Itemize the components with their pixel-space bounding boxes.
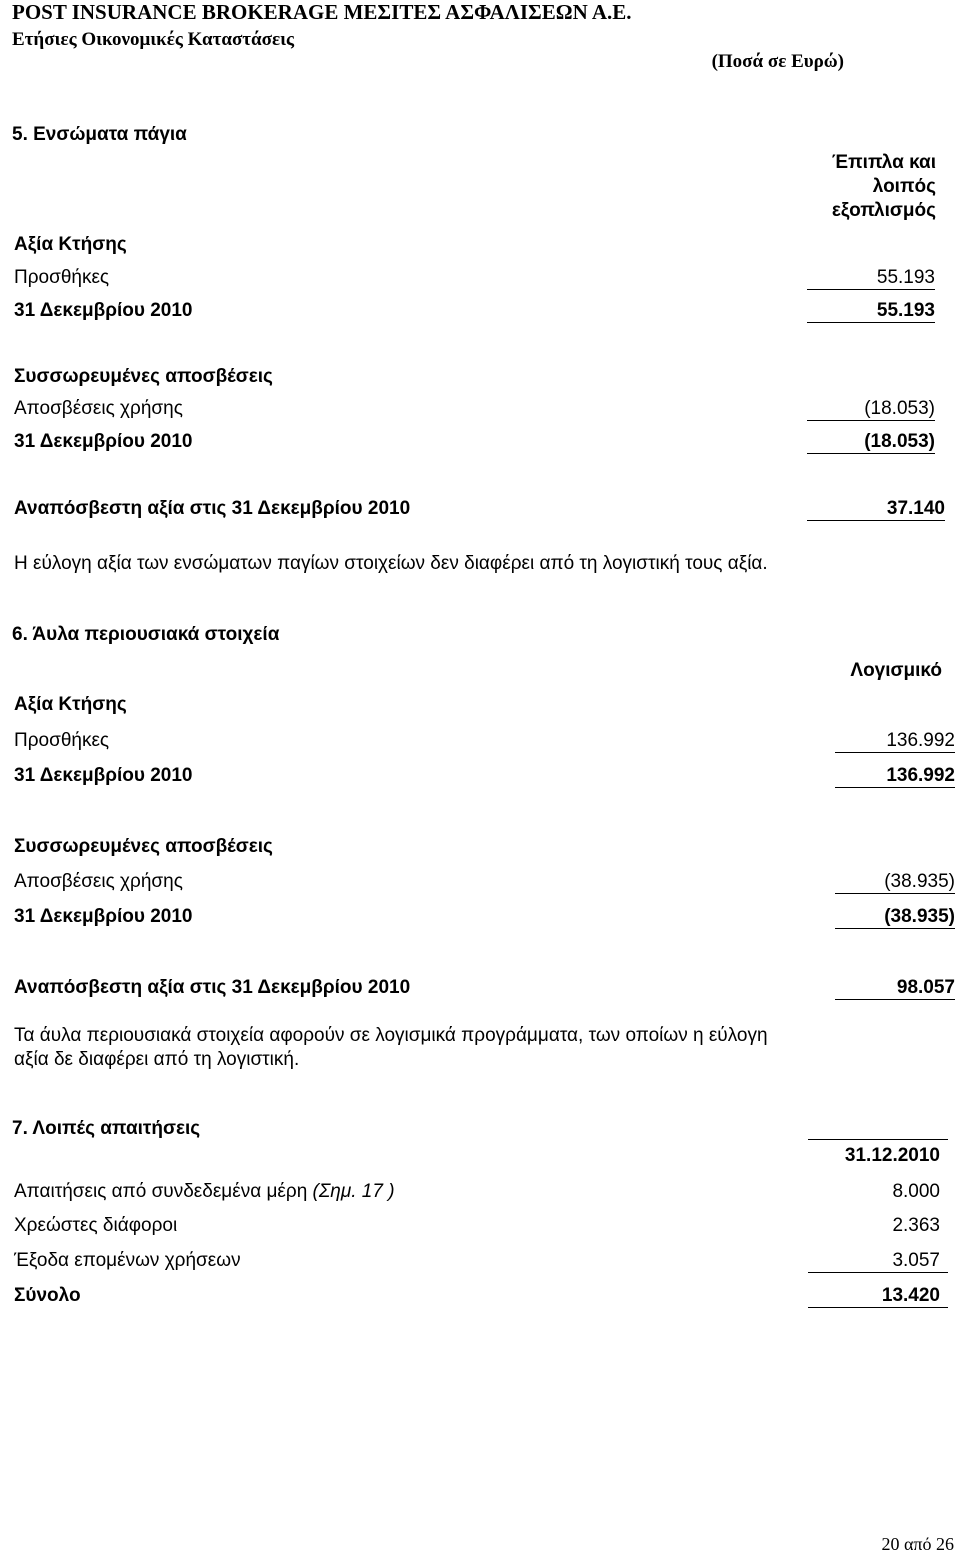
section5-acq-total-value: 55.193 [807, 300, 935, 323]
section6-dep-label: Συσσωρευμένες αποσβέσεις [14, 836, 273, 857]
section6-dep-total-value: (38.935) [835, 906, 955, 929]
section5-acq-label: Αξία Κτήσης [14, 234, 127, 255]
company-name: POST INSURANCE BROKERAGE ΜΕΣΙΤΕΣ ΑΣΦΑΛΙΣΕΩΝ Α.Ε. [12, 0, 632, 24]
section7-row-label-note: (Σημ. 17 ) [312, 1181, 395, 1202]
section5-column-header-line3: εξοπλισμός [831, 200, 936, 221]
section5-dep-year-value: (18.053) [807, 398, 935, 421]
section5-dep-year-label: Αποσβέσεις χρήσης [14, 398, 183, 419]
section6-note-line1: Τα άυλα περιουσιακά στοιχεία αφορούν σε λογισμικά προγράμματα, των οποίων η εύλογη [14, 1025, 768, 1046]
section6-title: 6. Άυλα περιουσιακά στοιχεία [12, 624, 280, 645]
section7-header-rule [808, 1139, 948, 1140]
section6-dep-year-label: Αποσβέσεις χρήσης [14, 871, 183, 892]
report-subtitle: Ετήσιες Οικονομικές Καταστάσεις [12, 29, 295, 50]
section7-row-label: Χρεώστες διάφοροι [14, 1215, 178, 1236]
section5-title: 5. Ενσώματα πάγια [12, 124, 187, 145]
section5-dep-total-label: 31 Δεκεμβρίου 2010 [14, 431, 193, 452]
section7-total-label: Σύνολο [14, 1285, 81, 1306]
section5-additions-label: Προσθήκες [14, 267, 110, 288]
section6-dep-year-value: (38.935) [835, 871, 955, 894]
section7-row-value: 8.000 [892, 1181, 940, 1202]
section6-acq-total-label: 31 Δεκεμβρίου 2010 [14, 765, 193, 786]
section7-row-value-text: 3.057 [892, 1250, 940, 1271]
page-number: 20 από 26 [881, 1534, 954, 1554]
section7-column-header: 31.12.2010 [844, 1145, 940, 1166]
section5-dep-label: Συσσωρευμένες αποσβέσεις [14, 366, 273, 387]
section7-total-value [808, 1285, 948, 1308]
section6-additions-value: 136.992 [835, 730, 955, 753]
section6-column-header: Λογισμικό [850, 660, 942, 681]
section5-column-header-line1: Έπιπλα και [831, 152, 936, 173]
section6-dep-total-label: 31 Δεκεμβρίου 2010 [14, 906, 193, 927]
section6-nbv-label: Αναπόσβεστη αξία στις 31 Δεκεμβρίου 2010 [14, 977, 411, 998]
section6-acq-total-value: 136.992 [835, 765, 955, 788]
section7-row-value [808, 1250, 948, 1273]
currency-note: (Ποσά σε Ευρώ) [711, 51, 844, 72]
section7-row-label [14, 1181, 395, 1203]
section6-nbv-value: 98.057 [835, 977, 955, 1000]
section5-additions-value: 55.193 [807, 267, 935, 290]
section7-title: 7. Λοιπές απαιτήσεις [12, 1118, 201, 1139]
section6-additions-label: Προσθήκες [14, 730, 110, 751]
section5-column-header-line2: λοιπός [872, 176, 936, 197]
section7-row-label: Έξοδα επομένων χρήσεων [14, 1250, 241, 1271]
section7-total-value-text: 13.420 [881, 1285, 940, 1306]
section5-note: Η εύλογη αξία των ενσώματων παγίων στοιχείων δεν διαφέρει από τη λογιστική τους αξία. [14, 553, 768, 574]
section7-row-label-text: Απαιτήσεις από συνδεδεμένα μέρη [14, 1181, 313, 1202]
section7-row-value: 2.363 [892, 1215, 940, 1236]
section5-nbv-label: Αναπόσβεστη αξία στις 31 Δεκεμβρίου 2010 [14, 498, 411, 519]
section6-acq-label: Αξία Κτήσης [14, 694, 127, 715]
section5-dep-total-value: (18.053) [807, 431, 935, 454]
section5-nbv-value: 37.140 [807, 498, 945, 521]
section6-note-line2: αξία δε διαφέρει από τη λογιστική. [14, 1049, 300, 1070]
section5-acq-total-label: 31 Δεκεμβρίου 2010 [14, 300, 193, 321]
